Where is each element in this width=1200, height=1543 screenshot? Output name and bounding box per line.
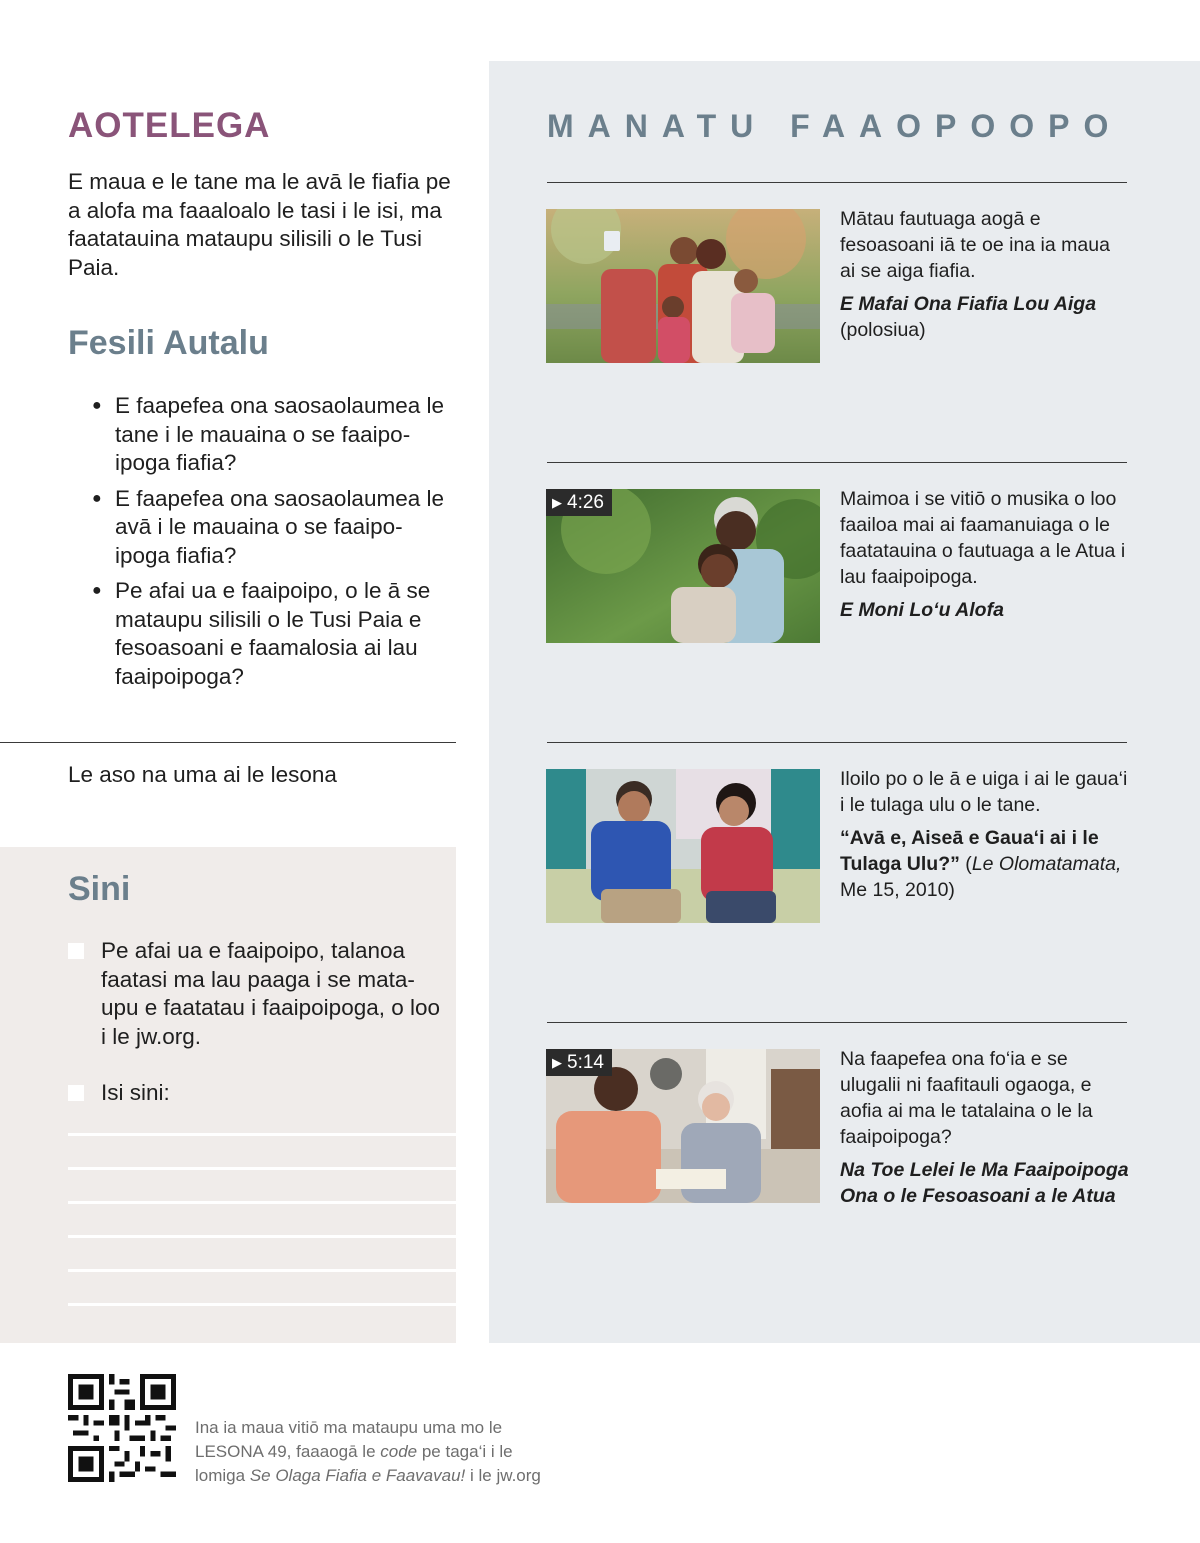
summary-text: E maua e le tane ma le avā le fiafia pe a alofa ma faaaloalo le tasi i le isi, ma faatatauina mataupu silisili o le Tusi Paia. — [68, 169, 451, 280]
couple-talking-on-couch-photo[interactable] — [546, 769, 820, 923]
review-question — [92, 577, 452, 691]
divider — [547, 182, 1127, 183]
lesson-completed-date-label: Le aso na uma ai le lesona — [68, 762, 337, 787]
play-icon: ▶ — [552, 495, 562, 510]
resource-link[interactable]: Na Toe Lelei le Ma Faaipoipoga Ona o le Fesoasoani a le Atua — [840, 1159, 1129, 1207]
review-question-text: Pe afai ua e faaipoipo, o le ā se mataupu silisili o le Tusi Paia e fesoasoani e faamalosia ai lau faaipoipoga? — [115, 578, 431, 689]
review-questions-list — [92, 392, 452, 698]
resource-item — [840, 1046, 1130, 1209]
writing-line[interactable] — [68, 1167, 456, 1170]
footer-line — [195, 1464, 615, 1488]
elderly-couple-embrace-photo[interactable] — [546, 489, 820, 643]
divider — [547, 1022, 1127, 1023]
publication-title[interactable]: Se Olaga Fiafia e Faavavau! — [249, 1466, 466, 1485]
summary-title: AOTELEGA — [68, 106, 271, 145]
review-question-text: E faapefea ona saosaolaumea le tane i le mauaina o se faaipo-ipoga fiafia? — [115, 393, 444, 475]
divider — [547, 742, 1127, 743]
resource-link[interactable]: E Moni Lo‘u Alofa — [840, 599, 1004, 621]
resource-description: Iloilo po o le ā e uiga i ai le gaua‘i i le tulaga ulu o le tane. — [840, 768, 1128, 816]
resource-item — [840, 486, 1130, 623]
writing-line[interactable] — [68, 1269, 456, 1272]
resource-source-date: Me 15, 2010) — [840, 879, 955, 901]
bullet-icon: ● — [92, 489, 102, 507]
family-selfie-photo[interactable] — [546, 209, 820, 363]
writing-line[interactable] — [68, 1303, 456, 1306]
review-question — [92, 392, 452, 478]
explore-title: MANATU FAAOPOOPO — [547, 108, 1123, 144]
goals-title: Sini — [68, 870, 131, 908]
goal-text: Isi sini: — [101, 1080, 170, 1105]
play-icon: ▶ — [552, 1055, 562, 1070]
footer-text-italic: code — [380, 1442, 418, 1461]
footer-text: i le jw.org — [465, 1466, 541, 1485]
goal-checkbox[interactable] — [68, 943, 84, 959]
goal-checkbox[interactable] — [68, 1085, 84, 1101]
resource-note: (polosiua) — [840, 319, 926, 341]
divider — [547, 462, 1127, 463]
resource-link[interactable] — [840, 825, 1130, 903]
resource-source-prefix: ( — [959, 853, 972, 875]
writing-line[interactable] — [68, 1235, 456, 1238]
resource-description: Na faapefea ona fo‘ia e se ulugalii ni faafitauli ogaoga, e aofia ai ma le tatalaina o le la faaipoipoga? — [840, 1048, 1093, 1148]
divider — [0, 742, 456, 743]
video-duration: 4:26 — [567, 492, 604, 513]
goal-text: Pe afai ua e faaipoipo, talanoa faatasi ma lau paaga i se mata-upu e faatatau i faaipoipoga, o loo i le jw.org. — [101, 938, 441, 1049]
footer-line: Ina ia maua vitiō ma mataupu uma mo le — [195, 1418, 503, 1437]
bullet-icon: ● — [92, 397, 102, 414]
footer-text: lomiga — [195, 1466, 250, 1485]
older-couple-reading-bible-photo[interactable] — [546, 1049, 820, 1203]
resource-description: Maimoa i se vitiō o musika o loo faailoa mai ai faamanuiaga o le faatatauina o fautuaga a le Atua i lau faaipoipoga. — [840, 488, 1126, 588]
review-question-text: E faapefea ona saosaolaumea le avā i le mauaina o se faaipo-ipoga fiafia? — [115, 485, 444, 568]
video-duration: 5:14 — [567, 1052, 604, 1073]
resource-item — [840, 206, 1130, 343]
footer-text: pe taga‘i i le — [417, 1442, 513, 1461]
goal-item-other — [68, 1079, 448, 1108]
footer-note — [195, 1416, 615, 1488]
writing-line[interactable] — [68, 1201, 456, 1204]
footer-text: LESONA 49, faaaogā le — [195, 1442, 381, 1461]
resource-source-title: Le Olomatamata, — [971, 853, 1122, 875]
review-question — [92, 485, 452, 571]
resource-item — [840, 766, 1130, 903]
resource-description: Mātau fautuaga aogā e fesoasoani iā te oe ina ia maua ai se aiga fiafia. — [840, 208, 1110, 282]
video-duration-badge — [546, 489, 612, 516]
review-title: Fesili Autalu — [68, 324, 269, 362]
writing-line[interactable] — [68, 1133, 456, 1136]
video-duration-badge — [546, 1049, 612, 1076]
qr-code[interactable] — [68, 1374, 176, 1482]
resource-link[interactable]: E Mafai Ona Fiafia Lou Aiga — [840, 293, 1097, 315]
resource-title: “Avā e, Aiseā e Gaua‘i ai i le Tulaga Ulu?” — [840, 827, 1099, 875]
goal-item — [68, 937, 448, 1051]
bullet-icon: ● — [92, 582, 102, 599]
footer-line — [195, 1440, 615, 1464]
